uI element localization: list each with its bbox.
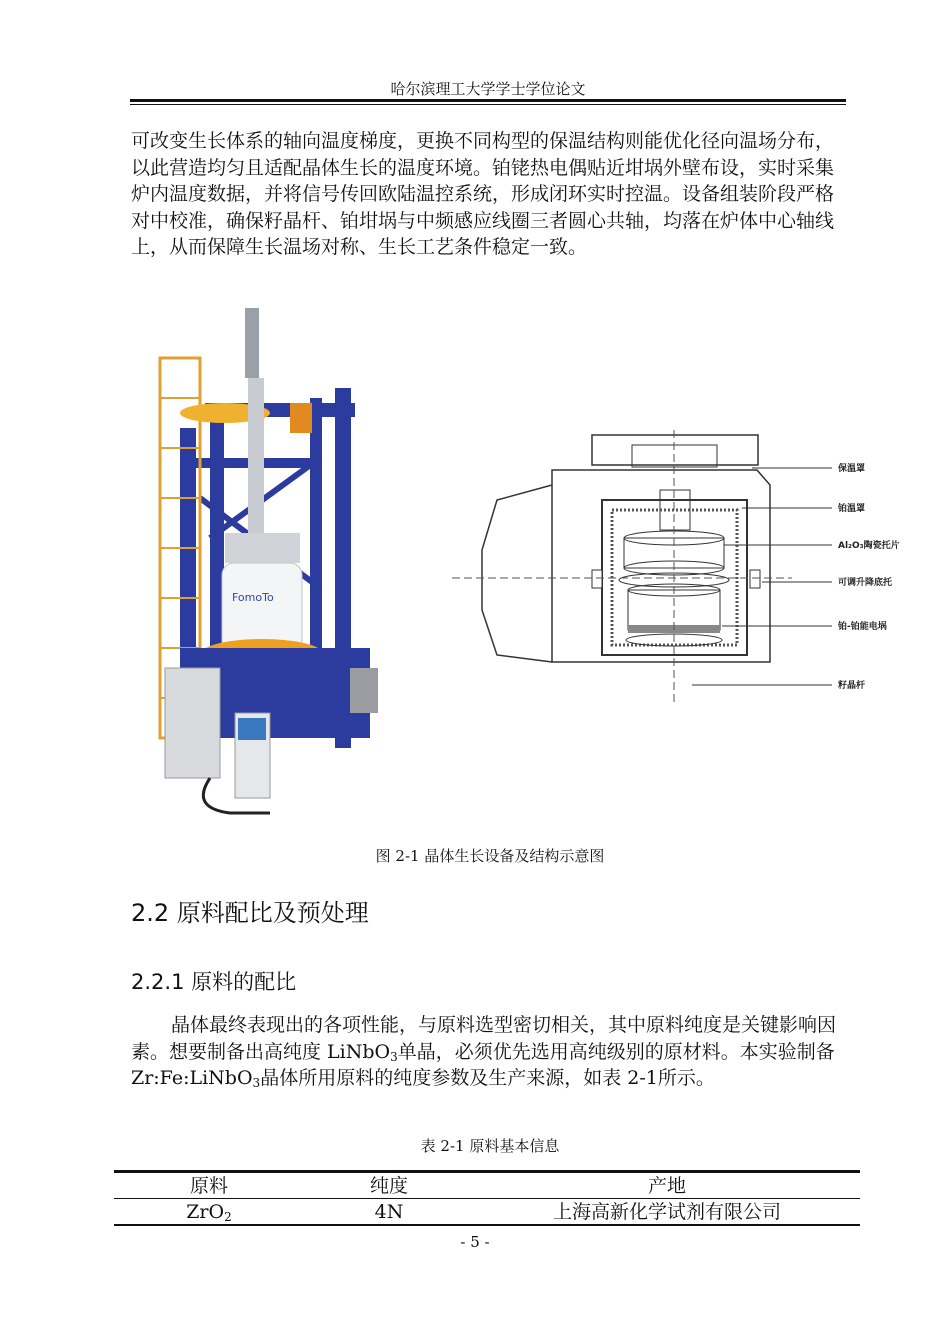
cell-purity: 4N [374, 1201, 404, 1223]
crystal-growth-equipment-photo [150, 308, 390, 828]
header-origin: 产地 [647, 1175, 686, 1197]
label-seed-rod: 籽晶杆 [838, 681, 866, 691]
section-heading: 2.2 原料配比及预处理 [131, 899, 369, 927]
header-rule-thin [130, 104, 846, 105]
header-material: 原料 [189, 1175, 228, 1197]
header-purity: 纯度 [369, 1175, 408, 1197]
label-platinum-crucible: 铂-铂能电埚 [838, 622, 887, 632]
header-rule-thick [130, 99, 846, 102]
cell-origin: 上海高新化学试剂有限公司 [552, 1201, 781, 1223]
table-row [114, 1199, 860, 1226]
label-platinum-shield: 铂温罩 [838, 504, 866, 514]
label-insulation-cover: 保温罩 [838, 464, 866, 474]
label-alumina-plate: Al₂O₃陶瓷托片 [838, 541, 900, 551]
section-paragraph: 晶体最终表现出的各项性能，与原料选型密切相关，其中原料纯度是关键影响因素。想要制备出高纯度 LiNbO$_3$单晶，必须优先选用高纯级别的原材料。本实验制备 Zr:Fe:LiNbO$_3$晶体所用原料的纯度参数及生产来源，如表 2-1所示。 [131, 1014, 837, 1090]
table-caption: 表 2-1 原料基本信息 [420, 1137, 560, 1155]
furnace-structure-diagram [452, 430, 902, 710]
cell-material: ZrO$_2$ [186, 1201, 232, 1224]
figure-caption: 图 2-1 晶体生长设备及结构示意图 [375, 847, 605, 865]
machine-brand-label: FomoTo [232, 591, 274, 604]
label-adjustable-base: 可调升降底托 [838, 578, 893, 588]
running-header: 哈尔滨理工大学学士学位论文 [390, 80, 586, 98]
table-header-row [114, 1172, 860, 1199]
subsection-heading: 2.2.1 原料的配比 [131, 970, 297, 994]
page-number: - 5 - [460, 1233, 490, 1251]
raw-material-table [114, 1170, 860, 1226]
body-paragraph: 可改变生长体系的轴向温度梯度，更换不同构型的保温结构则能优化径向温场分布，以此营造均匀且适配晶体生长的温度环境。铂铑热电偶贴近坩埚外壁布设，实时采集炉内温度数据，并将信号传回欧陆温控系统，形成闭环实时控温。设备组装阶段严格对中校准，确保籽晶杆、铂坩埚与中频感应线圈三者圆心共轴，均落在炉体中心轴线上，从而保障生长温场对称、生长工艺条件稳定一致。 [131, 130, 835, 258]
